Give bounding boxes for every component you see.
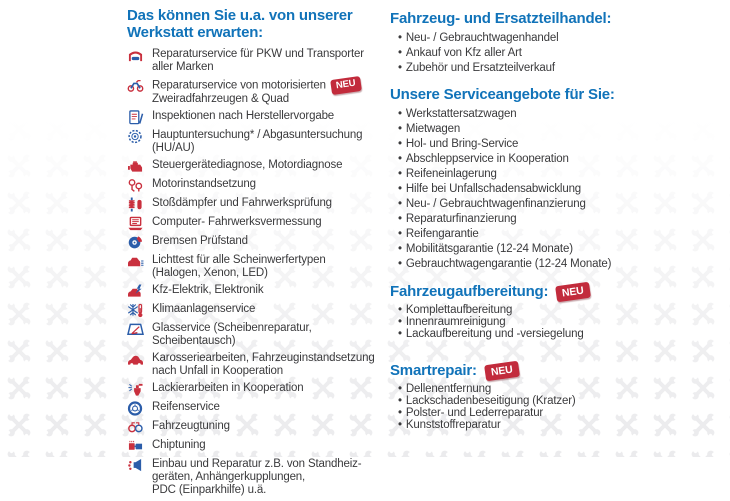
right-section [390,283,680,340]
bullet-list [390,383,680,431]
brake-disc-icon [127,235,145,250]
bullet-list [390,107,680,272]
bullet-item: • Abschleppservice in Kooperation [398,153,569,165]
bullet-item: • Lackaufbereitung und -versiegelung [398,328,584,340]
service-item-label: Computer- Fahrwerksvermessung [152,215,322,228]
windshield-icon [127,322,145,337]
bullet-item: • Neu- / Gebrauchtwagenhandel [398,32,559,44]
neu-badge: NEU [330,76,361,94]
service-item-label: Einbau und Reparatur z.B. von Standheiz- geräten, Anhängerkupplungen, PDC (Einparkhilfe) u.ä. [152,457,362,496]
service-item-label: Hauptuntersuchung* / Abgasuntersuchung (HU/AU) [152,128,363,154]
bullet-item: • Dellenentfernung [398,383,492,395]
tire-icon [127,401,145,416]
service-item [127,235,385,250]
sales-and-offers-column [390,0,680,457]
section-title: Fahrzeug- und Ersatzteilhandel: [390,10,612,27]
bullet-item: • Reifeneinlagerung [398,168,497,180]
inspection-clipboard-icon [127,110,145,125]
climate-icon [127,303,145,318]
bullet-item: • Ankauf von Kfz aller Art [398,47,522,59]
service-item [127,178,385,193]
service-item [127,458,385,497]
service-item [127,303,385,318]
bullet-item: • Hilfe bei Unfallschadensabwicklung [398,183,582,195]
service-item [127,284,385,299]
bullet-item: • Komplettaufbereitung [398,304,513,316]
bullet-item: • Hol- und Bring-Service [398,138,519,150]
left-column-heading: Das können Sie u.a. von unserer Werkstatt erwarten: [127,7,353,41]
service-item [127,352,385,378]
right-section [390,10,680,76]
neu-badge: NEU [555,282,590,302]
bullet-item: • Zubehör und Ersatzteilverkauf [398,62,555,74]
service-item-label: Steuergerätediagnose, Motordiagnose [152,158,343,171]
bullet-item: • Polster- und Lederreparatur [398,407,544,419]
service-item [127,216,385,231]
service-item [127,159,385,174]
service-item-label: Bremsen Prüfstand [152,234,248,247]
service-item [127,439,385,454]
bullet-item: • Reparaturfinanzierung [398,213,517,225]
bullet-item: • Innenraumreinigung [398,316,506,328]
garage-car-icon [127,48,145,63]
right-section [390,86,680,272]
piston-icon [127,178,145,193]
service-item-label: Chiptuning [152,438,206,451]
engine-icon [127,159,145,174]
service-item-label: Klimaanlagenservice [152,302,256,315]
service-item [127,48,385,74]
bullet-item: • Gebrauchtwagengarantie (12-24 Monate) [398,258,612,270]
service-item-label: Reparaturservice für PKW und Transporter aller Marken [152,48,364,73]
bullet-item: • Kunststoffreparatur [398,419,501,431]
service-item-label: Karosseriearbeiten, Fahrzeuginstandsetzung nach Unfall in Kooperation [152,351,375,377]
bullet-list [390,304,680,340]
service-item-label: Glasservice (Scheibenreparatur, Scheibentausch) [152,321,312,347]
headlight-icon [127,254,145,269]
laptop-icon [127,216,145,231]
service-item [127,129,385,155]
workshop-services-column [127,7,385,501]
service-item-label: Fahrzeugtuning [152,419,230,432]
service-item-label: Lichttest für alle Scheinwerfertypen (Halogen, Xenon, LED) [152,253,326,279]
install-parts-icon [127,458,145,473]
hu-seal-icon [127,129,145,144]
section-title: Smartrepair: NEU [390,362,680,379]
bullet-item: • Werkstattersatzwagen [398,108,517,120]
service-item [127,420,385,435]
bullet-item: • Lackschadenbeseitigung (Kratzer) [398,395,576,407]
motorcycle-icon [127,78,145,93]
service-item-label: Reifenservice [152,400,220,413]
service-item-label: Lackierarbeiten in Kooperation [152,381,304,394]
neu-badge: NEU [484,361,519,381]
service-item [127,110,385,125]
section-title: Fahrzeugaufbereitung: NEU [390,283,680,300]
service-item [127,401,385,416]
car-electric-icon [127,284,145,299]
service-item-label: Motorinstandsetzung [152,177,256,190]
bullet-list [390,31,680,76]
service-item [127,197,385,212]
service-item-label: Stoßdämpfer und Fahrwerksprüfung [152,196,332,209]
right-section [390,362,680,431]
bullet-item: • Mobilitätsgarantie (12-24 Monate) [398,243,573,255]
paint-spray-icon [127,382,145,397]
service-item [127,78,385,106]
workshop-service-list [127,48,385,497]
service-item-label: Inspektionen nach Herstellervorgabe [152,109,335,122]
tuning-icon [127,420,145,435]
service-item-label: Kfz-Elektrik, Elektronik [152,283,264,296]
bullet-item: • Mietwagen [398,123,461,135]
bullet-item: • Reifengarantie [398,228,479,240]
service-item [127,322,385,348]
service-item [127,254,385,280]
section-title: Unsere Serviceangebote für Sie: [390,86,615,103]
service-item-label: Reparaturservice von motorisierten NEU Zweiradfahrzeugen & Quad [152,78,360,106]
shock-absorber-icon [127,197,145,212]
chip-icon [127,439,145,454]
bullet-item: • Neu- / Gebrauchtwagenfinanzierung [398,198,586,210]
car-body-icon [127,352,145,367]
service-item [127,382,385,397]
